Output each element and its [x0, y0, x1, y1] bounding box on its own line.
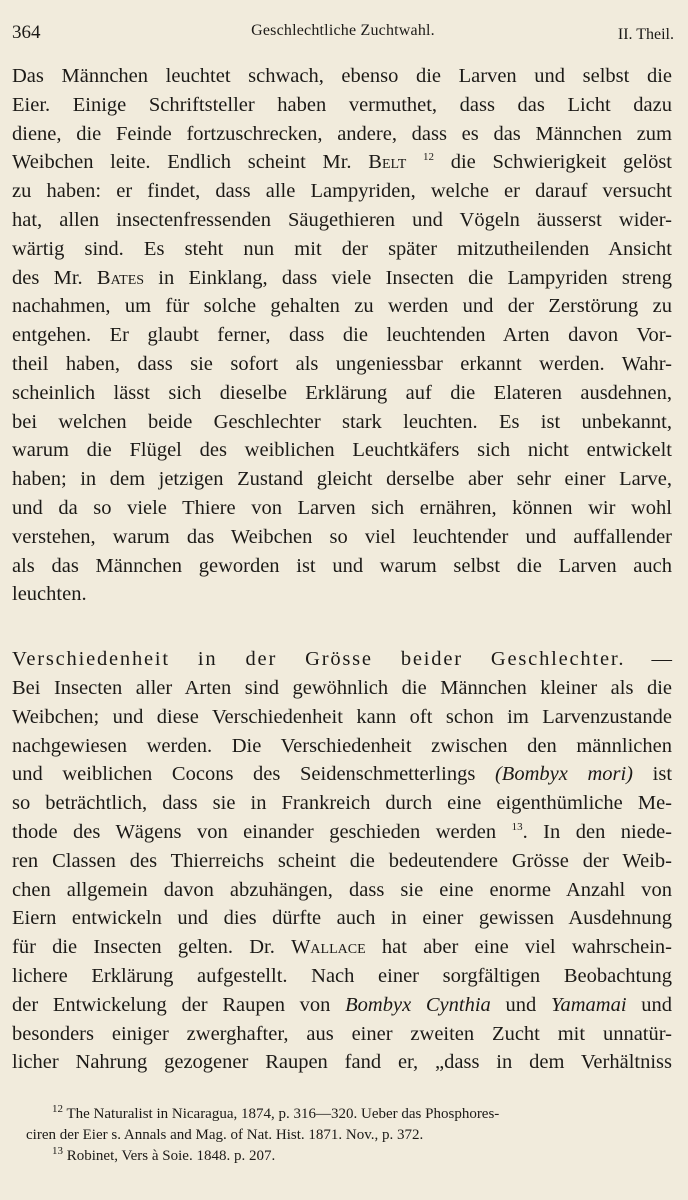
text-line: bei welchen beide Geschlechter stark leuchten. Es ist unbekannt, [12, 410, 672, 433]
text-line: nachahmen, um für solche gehalten zu werden und der Zerstörung zu [12, 295, 672, 318]
text-line: und weiblichen Cocons des Seidenschmetterlings (Bombyx mori) ist [12, 763, 673, 786]
text-line: Weibchen; und diese Verschiedenheit kann oft schon im Larvenzustande [12, 705, 672, 728]
text-line: entgehen. Er glaubt ferner, dass die leuchtenden Arten davon Vor- [12, 324, 672, 347]
text-line: diene, die Feinde fortzuschrecken, andere, dass es das Männchen zum [12, 122, 672, 145]
text-line: chen allgemein davon abzuhängen, dass sie eine enorme Anzahl von [12, 878, 672, 901]
running-title: Geschlechtliche Zuchtwahl. [251, 22, 435, 39]
text-line: ren Classen des Thierreichs scheint die bedeutendere Grösse der Weib- [12, 849, 672, 872]
text-line: thode des Wägens von einander geschieden werden $^{13}$. In den niede- [12, 820, 673, 843]
section-heading-line: Verschiedenheit in der Grösse beider Geschlechter. — [12, 648, 672, 671]
text-line: des Mr. Bates in Einklang, dass viele Insecten die Lampyriden streng [12, 266, 672, 289]
footnote-ref-13: 13 [511, 821, 523, 834]
text-line: licher Nahrung gezogener Raupen fand er, „dass in dem Verhältniss [12, 1051, 672, 1074]
footnote-12-continued: ciren der Eier s. Annals and Mag. of Nat. Hist. 1871. Nov., p. 372. [26, 1127, 424, 1143]
text-line: hat, allen insectenfressenden Säugethieren und Vögeln äusserst wider- [12, 208, 672, 231]
author-name-wallace: Wallace [291, 936, 366, 959]
species-name: Yamamai [550, 993, 627, 1016]
text-line: lichere Erklärung aufgestellt. Nach einer sorgfältigen Beobachtung [12, 964, 672, 987]
text-line: als das Männchen geworden ist und warum selbst die Larven auch [12, 554, 672, 577]
text-line: so beträchtlich, dass sie in Frankreich durch eine eigenthümliche Me- [12, 792, 672, 815]
text-line: wärtig sind. Es steht nun mit der später mitzutheilenden Ansicht [12, 237, 672, 260]
part-label: II. Theil. [617, 26, 674, 43]
footnote-marker: 12 [52, 1103, 63, 1115]
text-line: Weibchen leite. Endlich scheint Mr. Belt $^{12}$ die Schwierigkeit gelöst [12, 151, 672, 174]
text-line: Bei Insecten aller Arten sind gewöhnlich die Männchen kleiner als die [12, 676, 672, 699]
body-text [12, 62, 672, 1077]
paragraph-2 [12, 645, 672, 1077]
text-line: Das Männchen leuchtet schwach, ebenso die Larven und selbst die [12, 65, 672, 87]
text-line: haben; in dem jetzigen Zustand gleicht derselbe aber sehr einer Larve, [12, 468, 672, 491]
text-line: theil haben, dass sie sofort als ungeniessbar erkannt werden. Wahr- [12, 352, 672, 375]
text-line: nachgewiesen werden. Die Verschiedenheit zwischen den männlichen [12, 734, 672, 757]
footnote-marker: 13 [52, 1145, 63, 1157]
text-line: für die Insecten gelten. Dr. Wallace hat aber eine viel wahrschein- [12, 936, 672, 959]
text-line: verstehen, warum das Weibchen so viel leuchtender und auffallender [12, 525, 672, 548]
text-line: Eier. Einige Schriftsteller haben vermuthet, dass das Licht dazu [12, 93, 672, 116]
text-line: leuchten. [12, 583, 87, 606]
page-header [12, 16, 674, 56]
text-line: der Entwickelung der Raupen von Bombyx Cynthia und Yamamai und [12, 993, 673, 1016]
author-name-bates: Bates [96, 266, 145, 289]
page-number: 364 [12, 22, 41, 43]
species-name: (Bombyx mori) [494, 763, 634, 786]
footnote-13: $^{13}$ Robinet, Vers à Soie. 1848. p. 207. [52, 1145, 276, 1164]
footnote-12: $^{12}$ The Naturalist in Nicaragua, 1874, p. 316—320. Ueber das Phosphores- [52, 1103, 500, 1122]
species-name: Bombyx Cynthia [345, 993, 491, 1016]
text-line: Eiern entwickeln und dies dürfte auch in einer gewissen Ausdehnung [12, 907, 672, 930]
text-line: besonders einiger zwerghafter, aus einer zweiten Zucht mit unnatür- [12, 1022, 672, 1045]
text-line: scheinlich lässt sich dieselbe Erklärung auf die Elateren ausdehnen, [12, 381, 672, 404]
paragraph-1 [12, 62, 672, 609]
section-heading: Verschiedenheit in der Grösse beider Geschlechter. [12, 648, 626, 671]
author-name-belt: Belt [368, 151, 407, 174]
footnotes [12, 1104, 672, 1167]
footnote-ref-12: 12 [423, 151, 435, 164]
text-line: warum die Flügel des weiblichen Leuchtkäfers sich nicht entwickelt [12, 439, 672, 462]
text-line: und da so viele Thiere von Larven sich ernähren, können wir wohl [12, 496, 672, 519]
text-line: zu haben: er findet, dass alle Lampyriden, welche er darauf versucht [12, 180, 672, 203]
